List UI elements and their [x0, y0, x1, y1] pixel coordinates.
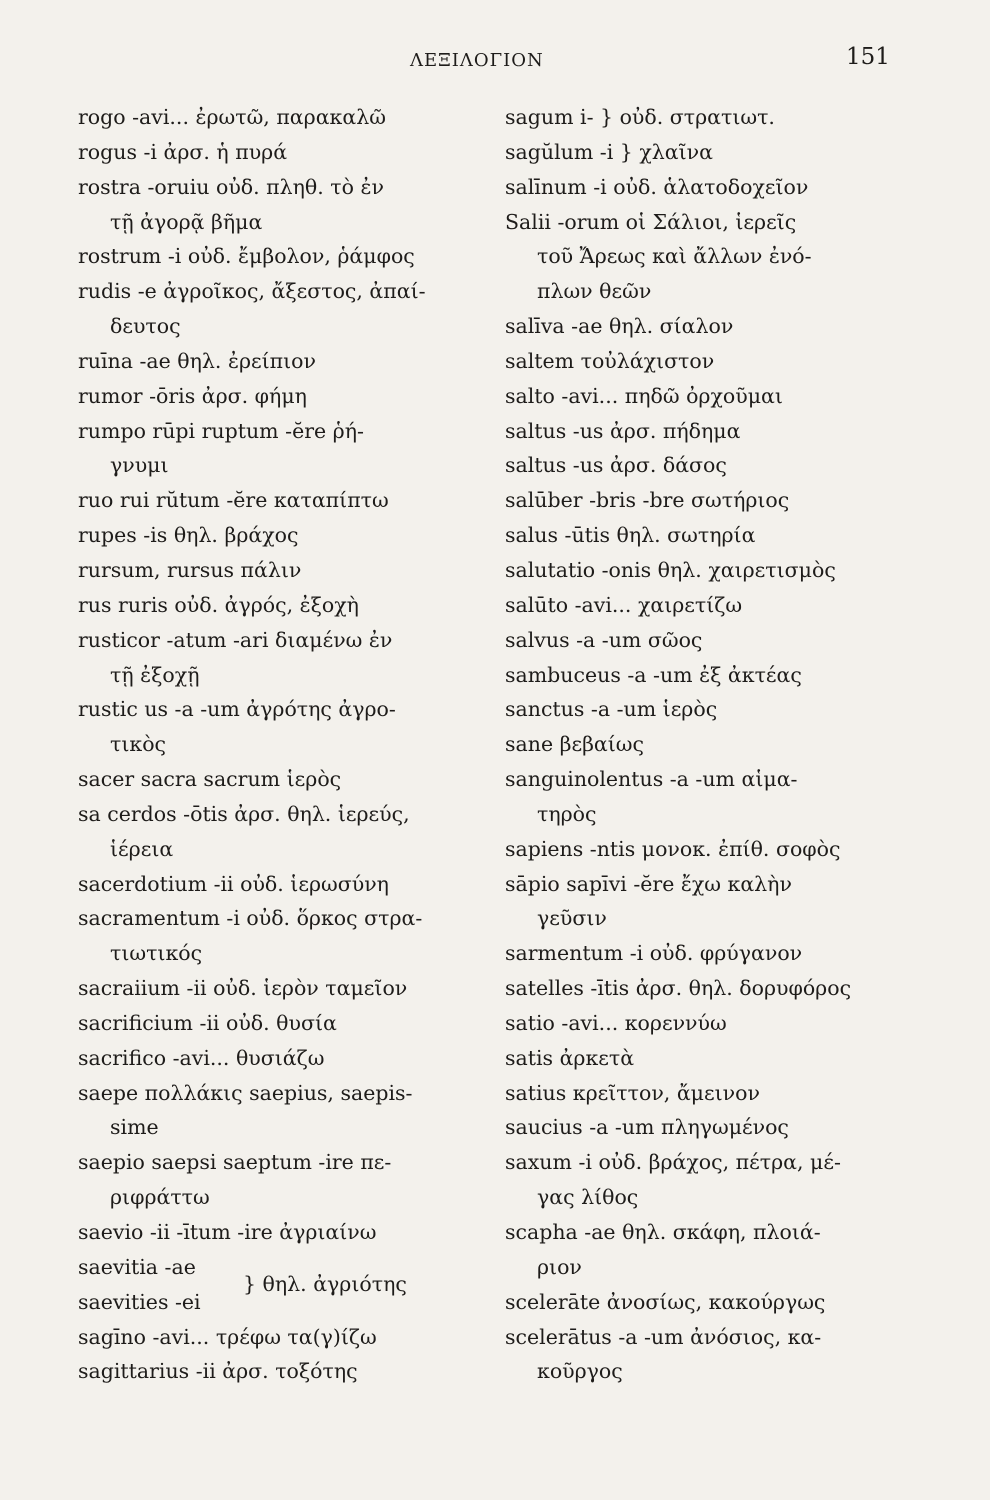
entry-continuation: sime — [110, 1115, 159, 1140]
entry-continuation: γνυμι — [110, 453, 169, 478]
brace-definition: } θηλ. ἀγριότης — [243, 1271, 407, 1296]
entry-line: satius κρεῖττον, ἄμεινον — [505, 1080, 760, 1105]
entry-line: saltus -us ἀρσ. πήδημα — [505, 418, 741, 443]
entry-line: sane βεβαίως — [505, 732, 644, 757]
entry-line: sa cerdos -ōtis ἀρσ. θηλ. ἱερεύς, — [78, 801, 410, 826]
entry-line: sacraiium -ii οὐδ. ἱερὸν ταμεῖον — [78, 976, 408, 1001]
entry-line: salto -avi... πηδῶ ὀρχοῦμαι — [505, 383, 783, 408]
entry-line: salīva -ae θηλ. σίαλον — [505, 314, 734, 339]
entry-line: saevio -ii -ītum -ire ἀγριαίνω — [78, 1220, 377, 1244]
page-number: 151 — [846, 44, 890, 70]
entry-line: sagīno -avi... τρέφω τα(γ)ίζω — [78, 1324, 377, 1349]
entry-line: sambuceus -a -um ἐξ ἀκτέας — [505, 662, 802, 687]
entry-line: satio -avi... κορεννύω — [505, 1010, 727, 1035]
entry-continuation: τῇ ἀγορᾷ βῆμα — [110, 209, 263, 234]
entry-line: scapha -ae θηλ. σκάφη, πλοιά- — [505, 1220, 821, 1244]
entry-line: rus ruris οὐδ. ἀγρός, ἐξοχὴ — [78, 592, 359, 617]
entry-line: sacrificium -ii οὐδ. θυσία — [78, 1010, 337, 1035]
entry-line: sagittarius -ii ἀρσ. τοξότης — [78, 1359, 358, 1384]
entry-line: sanguinolentus -a -um αἱμα- — [505, 767, 798, 792]
right-column — [505, 100, 925, 1389]
entry-line: saxum -i οὐδ. βράχος, πέτρα, μέ- — [505, 1150, 841, 1175]
entry-line: salvus -a -um σῶος — [505, 627, 703, 652]
entry-continuation: γας λίθος — [537, 1185, 639, 1210]
entry-line: salūber -bris -bre σωτήριος — [505, 488, 790, 513]
entry-line: saltem τοὐλάχιστον — [505, 348, 715, 373]
entry-line: saevities -ei — [78, 1289, 201, 1314]
entry-continuation: τοῦ Ἄρεως καὶ ἄλλων ἐνό- — [537, 244, 812, 269]
entry-continuation: ριφράττω — [110, 1185, 210, 1210]
left-column — [78, 100, 496, 1389]
entry-line: scelerātus -a -um ἀνόσιος, κα- — [505, 1324, 822, 1349]
entry-continuation: τικὸς — [110, 732, 167, 757]
entry-line: sagum i- } οὐδ. στρατιωτ. — [505, 105, 775, 129]
entry-line: rostra -oruiu οὐδ. πληθ. τὸ ἐν — [78, 174, 384, 199]
entry-line: sacerdotium -ii οὐδ. ἱερωσύνη — [78, 871, 389, 896]
entry-line: sarmentum -i οὐδ. φρύγανον — [505, 941, 803, 966]
entry-line: salīnum -i οὐδ. ἁλατοδοχεῖον — [505, 174, 809, 199]
entry-line: rostrum -i οὐδ. ἔμβολον, ῥάμφος — [78, 244, 415, 269]
entry-line: sacramentum -i οὐδ. ὅρκος στρα- — [78, 906, 423, 931]
entry-line: salus -ūtis θηλ. σωτηρία — [505, 523, 756, 548]
entry-line — [78, 1250, 496, 1296]
entry-line: saepe πολλάκις saepius, saepis- — [78, 1080, 413, 1105]
entry-continuation: πλων θεῶν — [537, 279, 652, 304]
entry-line: Salii -orum οἱ Σάλιοι, ἱερεῖς — [505, 209, 797, 234]
entry-line: saucius -a -um πληγωμένος — [505, 1115, 789, 1140]
entry-headword: saevitia -ae — [78, 1254, 196, 1279]
entry-continuation: ριον — [537, 1254, 582, 1279]
page-header — [0, 42, 990, 82]
entry-line: rupes -is θηλ. βράχος — [78, 523, 299, 548]
entry-line: sacer sacra sacrum ἱερὸς — [78, 767, 342, 792]
entry-line: sacrifico -avi... θυσιάζω — [78, 1045, 325, 1070]
entry-continuation: τῇ ἐξοχῇ — [110, 662, 200, 687]
entry-continuation: ἱέρεια — [110, 836, 174, 861]
entry-line: rursum, rursus πάλιν — [78, 557, 302, 582]
entry-line: ruīna -ae θηλ. ἐρείπιον — [78, 348, 316, 373]
entry-line: saepio saepsi saeptum -ire πε- — [78, 1150, 392, 1175]
entry-line: rumpo rūpi ruptum -ĕre ῥή- — [78, 418, 364, 443]
running-title: ΛΕΞΙΛΟΓΙΟΝ — [410, 50, 544, 71]
entry-line: saltus -us ἀρσ. δάσος — [505, 453, 727, 478]
entry-line: sapiens -ntis μονοκ. ἐπίθ. σοφὸς — [505, 836, 841, 861]
entry-line: ruo rui rŭtum -ĕre καταπίπτω — [78, 488, 389, 513]
entry-line: rustic us -a -um ἀγρότης ἀγρο- — [78, 697, 396, 722]
entry-line: salūto -avi... χαιρετίζω — [505, 592, 743, 617]
entry-line: rogo -avi... ἐρωτῶ, παρακαλῶ — [78, 105, 386, 129]
entry-line: rumor -ōris ἀρσ. φήμη — [78, 383, 307, 408]
entry-continuation: τιωτικός — [110, 941, 203, 966]
entry-continuation: γεῦσιν — [537, 906, 607, 931]
entry-continuation: δευτος — [110, 314, 181, 339]
entry-continuation: κοῦργος — [537, 1359, 623, 1384]
entry-line: satis ἀρκετὰ — [505, 1045, 635, 1070]
entry-line: satelles -ītis ἀρσ. θηλ. δορυφόρος — [505, 976, 852, 1001]
entry-continuation: τηρὸς — [537, 801, 597, 826]
entry-line: scelerāte ἀνοσίως, κακούργως — [505, 1289, 826, 1314]
entry-line: sagŭlum -i } χλαῖνα — [505, 139, 713, 164]
entry-line: sanctus -a -um ἱερὸς — [505, 697, 718, 722]
entry-line: rogus -i ἀρσ. ἡ πυρά — [78, 139, 288, 164]
entry-line: rusticor -atum -ari διαμένω ἐν — [78, 627, 393, 652]
entry-line: rudis -e ἀγροῖκος, ἄξεστος, ἀπαί- — [78, 279, 426, 304]
entry-line: salutatio -onis θηλ. χαιρετισμὸς — [505, 557, 836, 582]
entry-line: sāpio sapīvi -ĕre ἔχω καλὴν — [505, 871, 792, 896]
